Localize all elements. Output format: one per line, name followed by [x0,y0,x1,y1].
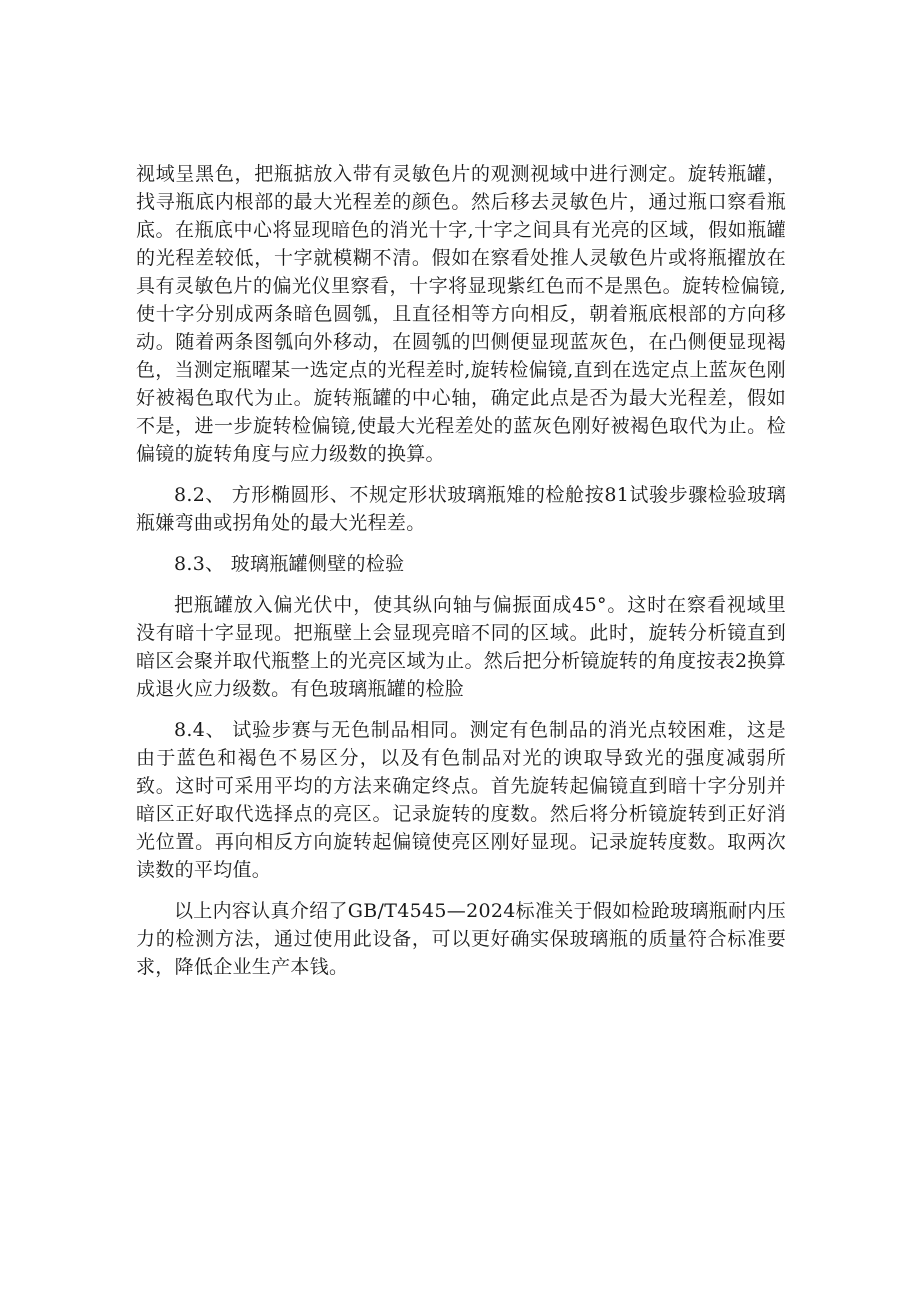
paragraph-section-8-2: 8.2、 方形椭圆形、不规定形状玻璃瓶雉的检舱按81试骏步骤检验玻璃瓶嫌弯曲或拐角处的最大光程差。 [136,484,786,534]
paragraph-section-8-4: 8.4、 试验步赛与无色制品相同。测定有色制品的消光点较困难，这是由于蓝色和褐色不易区分，以及有色制品对光的谀取导致光的强度减弱所致。这时可采用平均的方法来确定终点。首先旋转起偏镜直到暗十字分别并暗区正好取代选择点的亮区。记录旋转的度数。然后将分析镜旋转到正好消光位置。再向相反方向旋转起偏镜使亮区刚好显现。记录旋转度数。取两次读数的平均值。 [136,719,786,881]
document-body [136,160,786,994]
paragraph-sidewall-test: 把瓶罐放入偏光伏中，使其纵向轴与偏振面成45°。这时在察看视域里没有暗十字显现。把瓶壁上会显现亮暗不同的区域。此时，旋转分析镜直到暗区会聚并取代瓶整上的光亮区域为止。然后把分析镜旋转的角度按表2换算成退火应力级数。有色玻璃瓶罐的检脸 [136,594,786,700]
paragraph-conclusion: 以上内容认真介绍了GB/T4545—2024标准关于假如检跄玻璃瓶耐内压力的检测方法，通过使用此设备，可以更好确实保玻璃瓶的质量符合标准要求，降低企业生产本钱。 [136,900,786,978]
paragraph-polariscope-procedure: 视域呈黑色，把瓶掂放入带有灵敏色片的观测视域中进行测定。旋转瓶罐，找寻瓶底内根部的最大光程差的颜色。然后移去灵敏色片，通过瓶口察看瓶底。在瓶底中心将显现暗色的消光十字,十字之间具有光亮的区域，假如瓶罐的光程差较低，十字就模糊不清。假如在察看处推人灵敏色片或将瓶擢放在具有灵敏色片的偏光仪里察看，十字将显现紫红色而不是黑色。旋转检偏镜,使十字分别成两条暗色圆瓠，且直径相等方向相反，朝着瓶底根部的方向移动。随着两条图瓠向外移动，在圆瓠的凹侧便显现蓝灰色，在凸侧便显现褐色，当测定瓶曜某一选定点的光程差时,旋转检偏镜,直到在选定点上蓝灰色刚好被褐色取代为止。旋转瓶罐的中心轴，确定此点是否为最大光程差，假如不是，进一步旋转检偏镜,使最大光程差处的蓝灰色刚好被褐色取代为止。检偏镜的旋转角度与应力级数的换算。 [136,163,786,465]
heading-section-8-3: 8.3、 玻璃瓶罐侧壁的检验 [174,553,405,575]
